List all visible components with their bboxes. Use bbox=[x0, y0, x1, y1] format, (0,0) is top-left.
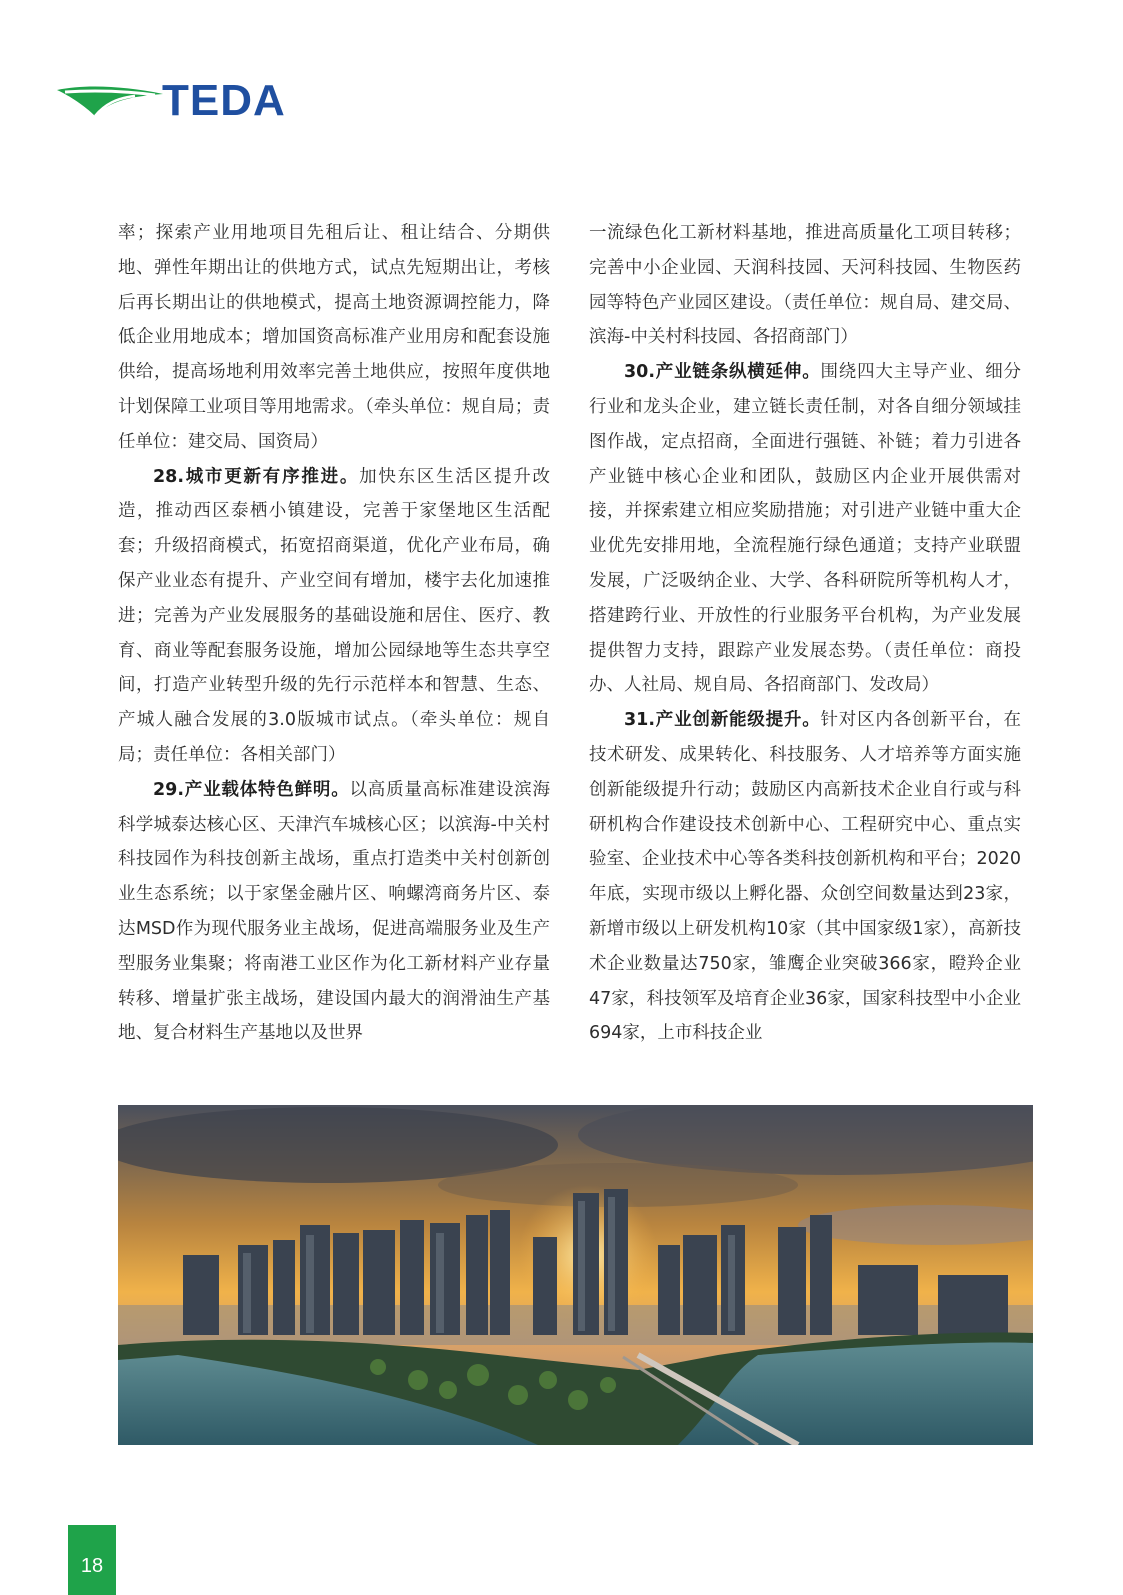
section-28-body: 加快东区生活区提升改造，推动西区泰栖小镇建设，完善于家堡地区生活配套；升级招商模式，拓宽招商渠道，优化产业布局，确保产业业态有提升、产业空间有增加，楼宇去化加速推进；完善为产业发展服务的基础设施和居住、医疗、教育、商业等配套服务设施，增加公园绿地等生态共享空间，打造产业转型升级的先行示范样本和智慧、生态、产城人融合发展的3.0版城市试点。（牵头单位：规自局；责任单位：各相关部门） bbox=[118, 466, 550, 765]
left-text-column bbox=[118, 216, 550, 1051]
section-30-body: 围绕四大主导产业、细分行业和龙头企业，建立链长责任制，对各自细分领域挂图作战，定点招商，全面进行强链、补链；着力引进各产业链中核心企业和团队，鼓励区内企业开展供需对接，并探索建立相应奖励措施；对引进产业链中重大企业优先安排用地，全流程施行绿色通道；支持产业联盟发展，广泛吸纳企业、大学、各科研院所等机构人才，搭建跨行业、开放性的行业服务平台机构，为产业发展提供智力支持，跟踪产业发展态势。（责任单位：商投办、人社局、规自局、各招商部门、发改局） bbox=[589, 362, 1021, 696]
section-29-heading: 29.产业载体特色鲜明。 bbox=[153, 779, 350, 800]
page-number-tab bbox=[68, 1525, 116, 1595]
section-28-heading: 28.城市更新有序推进。 bbox=[153, 466, 360, 487]
section-29 bbox=[118, 773, 550, 1051]
section-31 bbox=[589, 703, 1021, 1051]
teda-logo bbox=[55, 76, 360, 126]
right-text-column bbox=[589, 216, 1021, 1051]
section-29-body: 以高质量高标准建设滨海科学城泰达核心区、天津汽车城核心区；以滨海-中关村科技园作为科技创新主战场，重点打造类中关村创新创业生态系统；以于家堡金融片区、响螺湾商务片区、泰达MSD作为现代服务业主战场，促进高端服务业及生产型服务业集聚；将南港工业区作为化工新材料产业存量转移、增量扩张主战场，建设国内最大的润滑油生产基地、复合材料生产基地以及世界 bbox=[118, 779, 550, 1044]
leaf-emblem-icon bbox=[55, 76, 165, 126]
paragraph-chemical-base: 一流绿色化工新材料基地，推进高质量化工项目转移；完善中小企业园、天润科技园、天河科技园、生物医药园等特色产业园区建设。（责任单位：规自局、建交局、滨海-中关村科技园、各招商部门） bbox=[589, 223, 1021, 348]
city-skyline-photo bbox=[118, 1105, 1033, 1445]
paragraph-land-supply: 率；探索产业用地项目先租后让、租让结合、分期供地、弹性年期出让的供地方式，试点先短期出让，考核后再长期出让的供地模式，提高土地资源调控能力，降低企业用地成本；增加国资高标准产业用房和配套设施供给，提高场地利用效率完善土地供应，按照年度供地计划保障工业项目等用地需求。（牵头单位：规自局；责任单位：建交局、国资局） bbox=[118, 223, 550, 452]
section-30 bbox=[589, 355, 1021, 703]
section-31-heading: 31.产业创新能级提升。 bbox=[624, 710, 821, 731]
page-number: 18 bbox=[80, 1555, 104, 1577]
section-31-body: 针对区内各创新平台，在技术研发、成果转化、科技服务、人才培养等方面实施创新能级提升行动；鼓励区内高新技术企业自行或与科研机构合作建设技术创新中心、工程研究中心、重点实验室、企业技术中心等各类科技创新机构和平台；2020年底，实现市级以上孵化器、众创空间数量达到23家，新增市级以上研发机构10家（其中国家级1家），高新技术企业数量达750家，雏鹰企业突破366家，瞪羚企业47家，科技领军及培育企业36家，国家科技型中小企业694家，上市科技企业 bbox=[589, 710, 1021, 1044]
section-28 bbox=[118, 460, 550, 773]
section-30-heading: 30.产业链条纵横延伸。 bbox=[624, 362, 821, 383]
logo-wordmark: TEDA bbox=[162, 76, 286, 125]
